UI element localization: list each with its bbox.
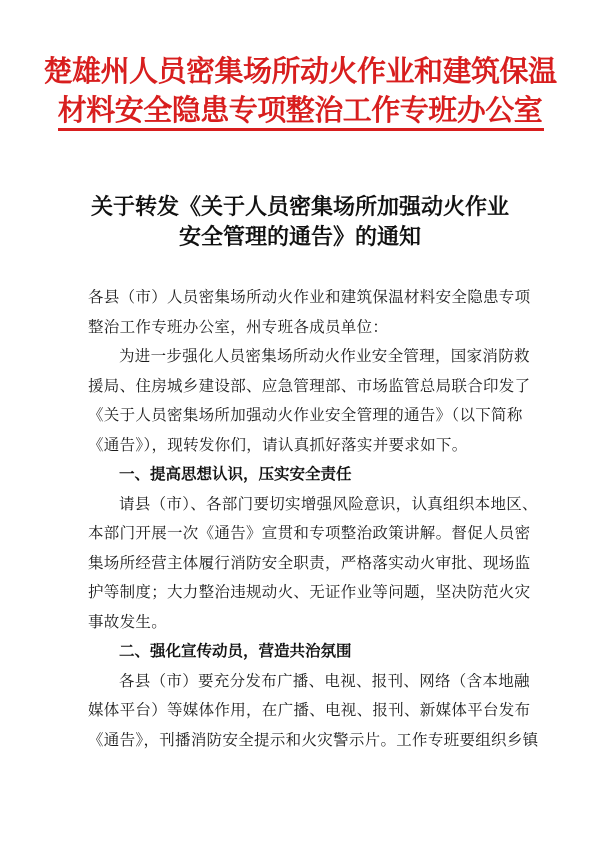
section-2-heading: 二、强化宣传动员，营造共治氛围 xyxy=(119,642,352,660)
section-1-heading: 一、提高思想认识，压实安全责任 xyxy=(119,465,352,483)
letterhead xyxy=(0,52,600,130)
addressee-line-1: 各县（市）人员密集场所动火作业和建筑保温材料安全隐患专项 xyxy=(88,288,531,306)
section-1-line-2: 本部门开展一次《通告》宣贯和专项整治政策讲解。督促人员密 xyxy=(88,524,531,542)
section-1-line-3: 集场所经营主体履行消防安全职责，严格落实动火审批、现场监 xyxy=(88,553,531,572)
section-1-line-5: 事故发生。 xyxy=(88,612,168,631)
document-body xyxy=(88,283,539,755)
intro-line-2: 援局、住房城乡建设部、应急管理部、市场监管总局联合印发了 xyxy=(88,376,531,395)
document-title-line-1: 关于转发《关于人员密集场所加强动火作业 xyxy=(90,194,509,220)
section-1-line-1: 请县（市）、各部门要切实增强风险意识，认真组织本地区、 xyxy=(119,494,538,513)
letterhead-org-line-1: 楚雄州人员密集场所动火作业和建筑保温 xyxy=(43,54,557,88)
intro-line-1: 为进一步强化人员密集场所动火作业安全管理，国家消防救 xyxy=(119,347,530,365)
letterhead-red-rule xyxy=(58,128,544,131)
section-2-line-3: 《通告》，刊播消防安全提示和火灾警示片。工作专班要组织乡镇 xyxy=(88,730,539,749)
letterhead-org-line-2: 材料安全隐患专项整治工作专班办公室 xyxy=(57,93,543,127)
document-title xyxy=(0,192,600,252)
section-2-line-2: 媒体平台）等媒体作用，在广播、电视、报刊、新媒体平台发布 xyxy=(88,701,531,719)
section-1-line-4: 护等制度；大力整治违规动火、无证作业等问题，坚决防范火灾 xyxy=(88,583,531,601)
intro-line-4: 《通告》），现转发你们，请认真抓好落实并要求如下。 xyxy=(88,435,468,454)
document-title-line-2: 安全管理的通告》的通知 xyxy=(178,224,421,250)
intro-line-3: 《关于人员密集场所加强动火作业安全管理的通告》（以下简称 xyxy=(88,406,523,424)
section-2-line-1: 各县（市）要充分发布广播、电视、报刊、网络（含本地融 xyxy=(119,671,530,690)
addressee-line-2: 整治工作专班办公室，州专班各成员单位： xyxy=(88,317,389,336)
